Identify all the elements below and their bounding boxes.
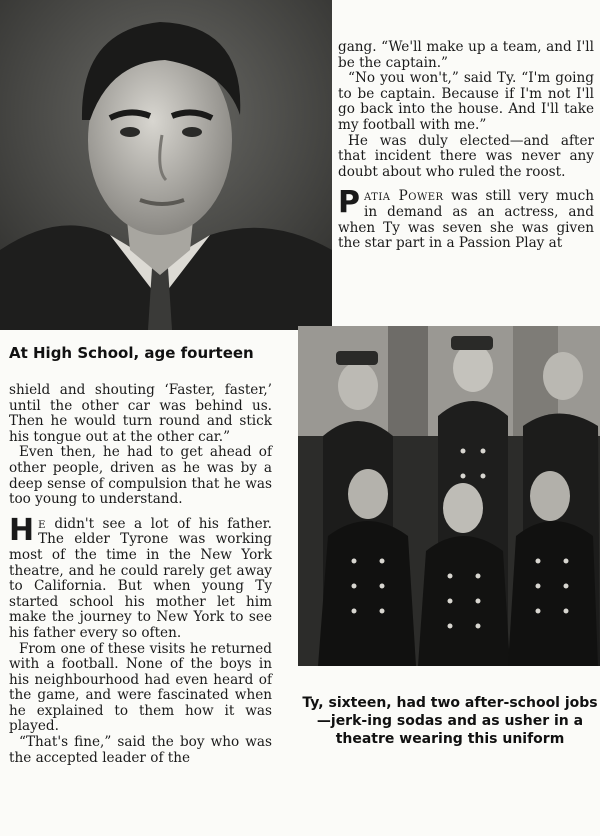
paragraph: gang. “We'll make up a team, and I'll be the captain.” bbox=[338, 39, 594, 71]
right-column-text bbox=[338, 40, 594, 252]
small-caps-text: atia Power bbox=[364, 188, 444, 205]
paragraph: “No you won't,” said Ty. “I'm going to be captain. Because if I'm not I'll go back into the house. And I'll take my football with me.” bbox=[338, 70, 594, 133]
paragraph-text: didn't see a lot of his father. The elder Tyrone was working most of the time in the New York theatre, and he could rarely get away to California. But when young Ty started school his mother let him make the journey to New York to see his father every so often. bbox=[9, 515, 272, 641]
paragraph-dropcap bbox=[9, 512, 272, 642]
paragraph-text: was still very much in demand as an actress, and when Ty was seven she was given the star part in a Passion Play at bbox=[338, 188, 594, 252]
uniform-group-photo bbox=[298, 326, 600, 666]
portrait-caption: At High School, age fourteen bbox=[9, 344, 254, 362]
paragraph: “That's fine,” said the boy who was the accepted leader of the bbox=[9, 734, 272, 766]
drop-cap: H bbox=[9, 512, 35, 548]
left-column-text bbox=[9, 383, 272, 766]
paragraph: shield and shouting ‘Faster, faster,’ until the other car was behind us. Then he would turn round and stick his tongue out at the other car.” bbox=[9, 382, 272, 445]
uniform-caption: Ty, sixteen, had two after-school jobs—jerk-ing sodas and as usher in a theatre wearing this uniform bbox=[302, 695, 598, 747]
paragraph: Even then, he had to get ahead of other people, driven as he was by a deep sense of compulsion that he was too young to understand. bbox=[9, 444, 272, 508]
drop-cap: P bbox=[338, 185, 360, 221]
portrait-photo bbox=[0, 0, 332, 330]
paragraph: From one of these visits he returned with a football. None of the boys in his neighbourhood had even heard of the game, and were fascinated when he explained to them how it was played. bbox=[9, 640, 272, 735]
small-caps-text: e bbox=[38, 515, 46, 532]
paragraph: He was duly elected—and after that incident there was never any doubt about who ruled the roost. bbox=[338, 132, 594, 180]
paragraph-dropcap bbox=[338, 185, 594, 252]
